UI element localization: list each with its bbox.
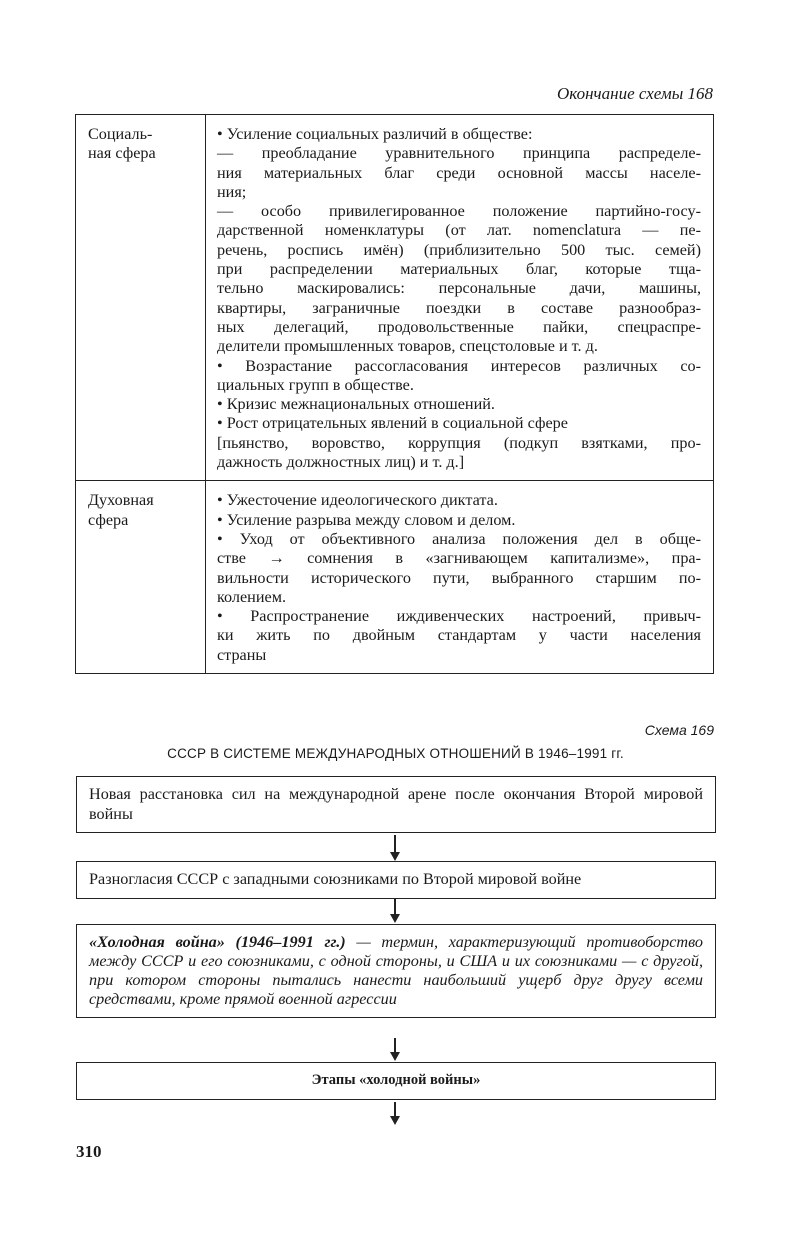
- page-number: 310: [76, 1142, 102, 1161]
- scheme-168-table: [75, 114, 714, 674]
- content-line: дарственной номенклатуры (от лат. nomenclatura — пе-: [217, 221, 701, 240]
- table-row-social: [76, 115, 714, 481]
- category-social: [76, 115, 206, 481]
- content-line: • Возрастание рассогласования интересов различных со-: [217, 356, 701, 375]
- content-line: вильности исторического пути, выбранного старшим по-: [217, 568, 701, 587]
- content-line: делители промышленных товаров, спецстоловые и т. д.: [217, 337, 598, 356]
- content-line: квартиры, заграничные поездки в составе разнообраз-: [217, 298, 701, 317]
- content-line: дажность должностных лиц) и т. д.]: [217, 453, 465, 472]
- content-line: стве → сомнения в «загнивающем капитализме», пра-: [217, 549, 701, 568]
- box-new-balance: Новая расстановка сил на международной арене после окончания Второй мировой войны: [76, 776, 716, 833]
- content-line: • Уход от объективного анализа положения дел в обще-: [217, 529, 701, 548]
- content-line: • Усиление разрыва между словом и делом.: [217, 510, 516, 529]
- box-cold-war-definition: [76, 924, 716, 1018]
- category-line: Социаль-: [88, 125, 153, 143]
- content-line: речень, роспись имён) (приблизительно 500 тыс. семей): [217, 240, 701, 259]
- table-row-spiritual: [76, 481, 714, 674]
- content-line: колением.: [217, 587, 286, 606]
- category-line: Духовная: [88, 491, 154, 510]
- content-line: — особо привилегированное положение партийно-госу-: [217, 202, 701, 221]
- content-social: [206, 115, 714, 481]
- content-line: циальных групп в обществе.: [217, 375, 414, 394]
- box-cold-war-stages: Этапы «холодной войны»: [76, 1062, 716, 1100]
- content-line: страны: [217, 645, 267, 664]
- content-line: — преобладание уравнительного принципа распределе-: [217, 144, 701, 163]
- content-line: ния;: [217, 182, 247, 201]
- content-line: • Рост отрицательных явлений в социальной сфере: [217, 414, 568, 433]
- content-line: ных делегаций, продовольственные пайки, спецраспре-: [217, 317, 701, 336]
- content-line: тельно маскировались: персональные дачи, машины,: [217, 279, 701, 298]
- box-disagreements: Разногласия СССР с западными союзниками по Второй мировой войне: [76, 861, 716, 899]
- category-line: сфера: [88, 510, 129, 529]
- scheme-continuation-caption: Окончание схемы 168: [557, 84, 713, 103]
- content-line: при распределении материальных благ, которые тща-: [217, 260, 701, 279]
- scheme-169-title: СССР В СИСТЕМЕ МЕЖДУНАРОДНЫХ ОТНОШЕНИЙ В 1946–1991 гг.: [167, 746, 624, 761]
- category-spiritual: [76, 481, 206, 674]
- content-line: ки жить по двойным стандартам у части населения: [217, 626, 701, 645]
- scheme-169-label: Схема 169: [644, 722, 714, 738]
- category-line: ная сфера: [88, 144, 156, 163]
- content-line: ния материальных благ среди основной массы населе-: [217, 163, 701, 182]
- content-line: • Кризис межнациональных отношений.: [217, 395, 495, 414]
- cold-war-term: «Холодная война» (1946–1991 гг.): [89, 933, 346, 951]
- content-line: • Распространение иждивенческих настроений, привыч-: [217, 607, 701, 626]
- cold-war-definition: — термин, характеризующий противоборство между СССР и его союзниками, с одной стороны, и США и их союзниками — с другой, при котором стороны пытались нанести наибольший ущерб друг другу всеми средствами, кроме прямой военной агрессии: [89, 933, 703, 1008]
- content-line: • Усиление социальных различий в обществе:: [217, 125, 533, 143]
- content-line: [пьянство, воровство, коррупция (подкуп взятками, про-: [217, 433, 701, 452]
- content-line: • Ужесточение идеологического диктата.: [217, 491, 498, 510]
- content-spiritual: [206, 481, 714, 674]
